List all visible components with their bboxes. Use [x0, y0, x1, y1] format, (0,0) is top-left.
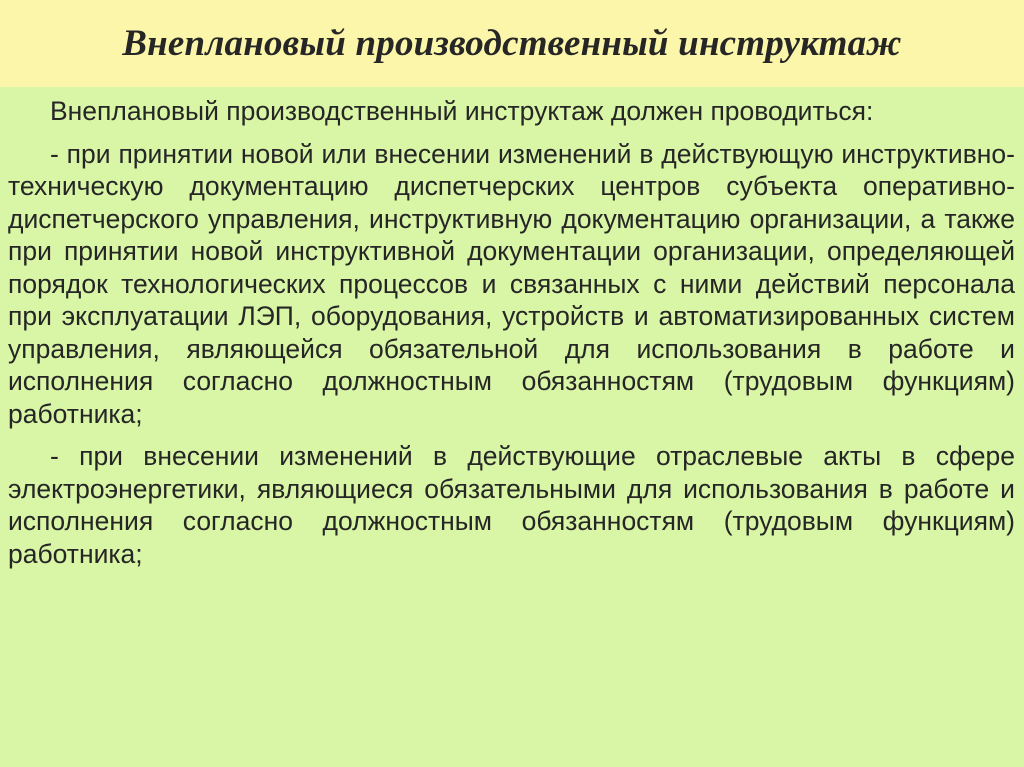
title-bar	[0, 0, 1024, 87]
list-item-documentation: - при принятии новой или внесении изменений в действующую инструктивно-техническую документацию диспетчерских центров субъекта оперативно-диспетчерского управления, инструктивную документацию организации, а также при принятии новой инструктивной документации организации, определяющей порядок технологических процессов и связанных с ними действий персонала при эксплуатации ЛЭП, оборудования, устройств и автоматизированных систем управления, являющейся обязательной для использования в работе и исполнения согласно должностным обязанностям (трудовым функциям) работника;	[8, 138, 1015, 429]
list-item-industry-acts: - при внесении изменений в действующие отраслевые акты в сфере электроэнергетики, являющиеся обязательными для использования в работе и исполнения согласно должностным обязанностям (трудовым функциям) работника;	[8, 441, 1015, 569]
slide-title: Внеплановый производственный инструктаж	[122, 23, 902, 64]
slide-body	[8, 95, 1015, 570]
intro-paragraph: Внеплановый производственный инструктаж должен проводиться:	[50, 96, 874, 126]
